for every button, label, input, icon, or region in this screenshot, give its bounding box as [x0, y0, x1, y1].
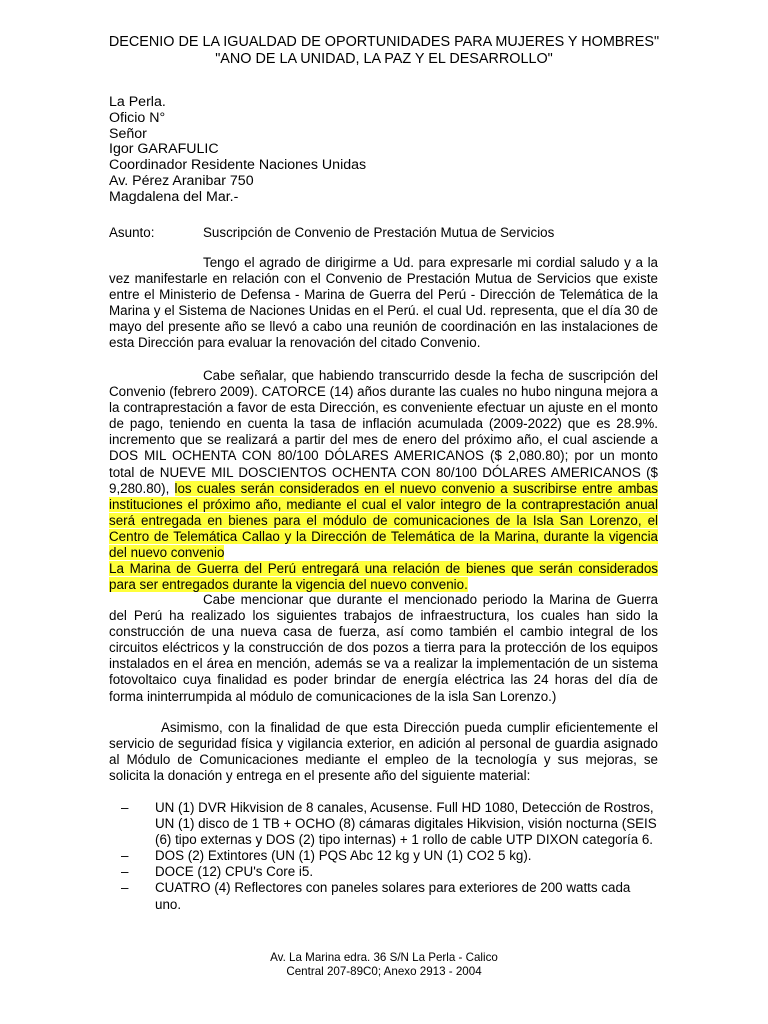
- list-item: [109, 800, 658, 848]
- header-line-2: "ANO DE LA UNIDAD, LA PAZ Y EL DESARROLLO": [215, 51, 553, 67]
- list-dash: –: [121, 864, 129, 880]
- recipient-line: Coordinador Residente Naciones Unidas: [109, 157, 367, 174]
- list-item-text: UN (1) DVR Hikvision de 8 canales, Acusense. Full HD 1080, Detección de Rostros, UN (1) disco de 1 TB + OCHO (8) cámaras digitales Hikvision, visión nocturna (SEIS (6) tipo externas y DOS (2) tipo internas) + 1 rollo de cable UTP DIXON categoría 6.: [155, 800, 657, 848]
- paragraph-2-text: Cabe señalar, que habiendo transcurrido desde la fecha de suscripción del Convenio (febrero 2009). CATORCE (14) años durante las cuales no hubo ninguna mejora a la contraprestación a favor de esta Dirección, es conveniente efectuar un ajuste en el monto de pago, teniendo en cuenta la tasa de inflación acumulada (2009-2022) que es 28.9%. incremento que se realizará a partir del mes de enero del próximo año, el cual asciende a DOS MIL OCHENTA CON 80/100 DÓLARES AMERICANOS ($ 2,080.80); por un monto total de NUEVE MIL DOSCIENTOS OCHENTA CON 80/100 DÓLARES AMERICANOS ($ 9,280.80),: [109, 368, 658, 496]
- paragraph-3: [109, 592, 658, 705]
- list-dash: –: [121, 800, 129, 815]
- letter-footer: [0, 951, 768, 979]
- paragraph-1-text: Tengo el agrado de dirigirme a Ud. para expresarle mi cordial saludo y a la vez manifestarle en relación con el Convenio de Prestación Mutua de Servicios que existe entre el Ministerio de Defensa - Marina de Guerra del Perú - Dirección de Telemática de la Marina y el Sistema de Naciones Unidas en el Perú. el cual Ud. representa, que el día 30 de mayo del presente año se llevó a cabo una reunión de coordinación en las instalaciones de esta Dirección para evaluar la renovación del citado Convenio.: [109, 255, 658, 351]
- list-dash: –: [121, 848, 129, 864]
- list-item: [109, 880, 658, 912]
- highlighted-text: los cuales serán considerados en el nuevo convenio a suscribirse entre ambas instituciones el próximo año, mediante el cual el valor integro de la contraprestación anual será entregada en bienes para el módulo de comunicaciones de la Isla San Lorenzo, el Centro de Telemática Callao y la Dirección de Telemática de la Marina, durante la vigencia del nuevo convenio: [109, 480, 658, 561]
- recipient-line: Señor: [109, 125, 147, 142]
- paragraph-3-text: Cabe mencionar que durante el mencionado periodo la Marina de Guerra del Perú ha realizado los siguientes trabajos de infraestructura, los cuales han sido la construcción de una nueva casa de fuerza, así como también el cambio integral de los circuitos eléctricos y la construcción de dos pozos a tierra para la protección de los equipos instalados en el área en mención, además se va a realizar la implementación de un sistema fotovoltaico cuya finalidad es poder brindar de energía eléctrica las 24 horas del día de forma ininterrumpida al módulo de comunicaciones de la isla San Lorenzo.): [109, 592, 658, 704]
- paragraph-2: [109, 368, 658, 593]
- footer-line-1: Av. La Marina edra. 36 S/N La Perla - Calico: [270, 951, 498, 964]
- list-item: [109, 864, 658, 880]
- paragraph-1: [109, 255, 658, 352]
- list-item-text: DOCE (12) CPU's Core i5.: [155, 864, 314, 880]
- footer-line-2: Central 207-89C0; Anexo 2913 - 2004: [286, 965, 482, 978]
- paragraph-4-text: Asimismo, con la finalidad de que esta Dirección pueda cumplir eficientemente el servicio de seguridad física y vigilancia exterior, en adición al personal de guardia asignado al Módulo de Comunicaciones mediante el empleo de la tecnología y sus mejoras, se solicita la donación y entrega en el presente año del siguiente material:: [109, 720, 658, 784]
- subject-label: Asunto:: [109, 225, 155, 240]
- list-dash: –: [121, 880, 129, 896]
- subject-text: Suscripción de Convenio de Prestación Mutua de Servicios: [203, 225, 555, 240]
- paragraph-4: [109, 720, 658, 784]
- subject-line: [109, 225, 554, 241]
- recipient-line: Igor GARAFULIC: [109, 141, 219, 158]
- recipient-line: La Perla.: [109, 94, 166, 110]
- header-line-1: DECENIO DE LA IGUALDAD DE OPORTUNIDADES PARA MUJERES Y HOMBRES": [108, 34, 660, 50]
- letter-header: [0, 34, 768, 68]
- recipient-line: Av. Pérez Aranibar 750: [109, 172, 254, 189]
- list-item: [109, 848, 658, 864]
- recipient-line: Oficio N°: [109, 109, 166, 126]
- highlighted-text-2: La Marina de Guerra del Perú entregará una relación de bienes que serán considerados para ser entregados durante la vigencia del nuevo convenio.: [109, 561, 658, 593]
- list-item-text: DOS (2) Extintores (UN (1) PQS Abc 12 kg y UN (1) CO2 5 kg).: [155, 848, 532, 864]
- list-item-text: CUATRO (4) Reflectores con paneles solares para exteriores de 200 watts cada uno.: [155, 880, 631, 912]
- material-list: [109, 800, 658, 913]
- recipient-line: Magdalena del Mar.-: [109, 188, 239, 205]
- recipient-block: [109, 95, 366, 206]
